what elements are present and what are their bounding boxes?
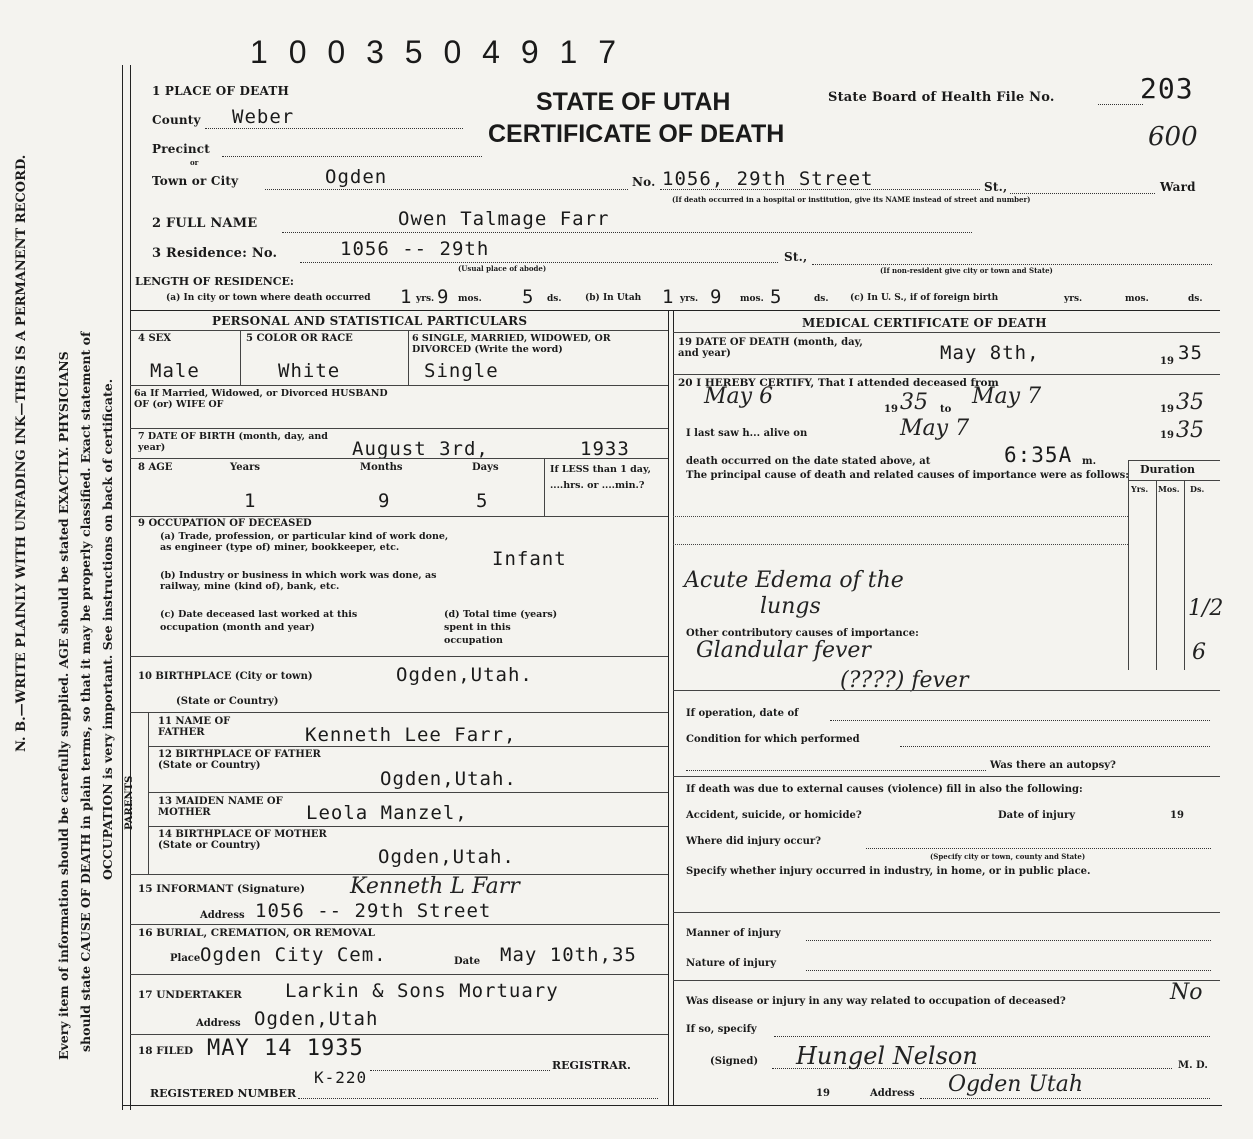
attend-to-year: 35 <box>1176 390 1204 415</box>
mother-label: 13 MAIDEN NAME OF MOTHER <box>158 796 283 818</box>
manner-label: Manner of injury <box>686 928 781 939</box>
registered-number-label: REGISTERED NUMBER <box>150 1087 297 1100</box>
occupation-c: (c) Date deceased last worked at this occupation (month and year) <box>160 609 358 633</box>
margin-instructions-2: should state CAUSE OF DEATH in plain terms, so that it may be properly classified. Exact statement of <box>78 331 93 1052</box>
burial-label: 16 BURIAL, CREMATION, OR REMOVAL <box>138 927 375 939</box>
mother-value: Leola Manzel, <box>306 802 468 824</box>
principal-cause-label: The principal cause of death and related causes of importance were as follows: <box>686 470 1129 481</box>
age-years: 1 <box>244 490 257 512</box>
spouse-label: 6a If Married, Widowed, or Divorced HUSBAND OF (or) WIFE OF <box>134 388 388 410</box>
precinct-label: Precinct <box>152 142 211 156</box>
mother-bp-value: Ogden,Utah. <box>378 846 515 868</box>
age-days: 5 <box>476 490 489 512</box>
undertaker-address: Ogden,Utah <box>254 1008 379 1030</box>
birthplace-label: 10 BIRTHPLACE (City or town) <box>138 671 313 682</box>
father-bp-value: Ogden,Utah. <box>380 768 517 790</box>
if-so-label: If so, specify <box>686 1024 757 1035</box>
residence-value: 1056 -- 29th <box>340 238 490 260</box>
file-number-label: State Board of Health File No. <box>828 90 1055 105</box>
death-date-day: May 8th, <box>940 342 1040 364</box>
length-a-yrs: 1 <box>400 286 413 308</box>
where-note: (Specify city or town, county and State) <box>930 852 1086 861</box>
accident-label: Accident, suicide, or homicide? <box>686 810 862 821</box>
death-date-label: 19 DATE OF DEATH (month, day, and year) <box>678 337 863 359</box>
or-label: or <box>190 158 199 167</box>
full-name-label: 2 FULL NAME <box>152 216 258 231</box>
condition-label: Condition for which performed <box>686 734 860 745</box>
full-name-value: Owen Talmage Farr <box>398 208 610 230</box>
occupation-a: (a) Trade, profession, or particular kind of work done, as engineer (type of) miner, bookkeeper, etc. <box>160 531 449 553</box>
attend-to: May 7 <box>972 384 1042 409</box>
age-label: 8 AGE <box>138 462 173 473</box>
medical-heading: MEDICAL CERTIFICATE OF DEATH <box>802 316 1047 330</box>
birthplace-value: Ogden,Utah. <box>396 664 533 686</box>
age-months: 9 <box>378 490 391 512</box>
occupation-b: (b) Industry or business in which work was done, as railway, mine (kind of), bank, etc. <box>160 570 437 592</box>
length-a-label: (a) In city or town where death occurred <box>166 293 371 303</box>
informant-address: 1056 -- 29th Street <box>255 900 492 922</box>
operation-label: If operation, date of <box>686 708 799 719</box>
death-time-label: death occurred on the date stated above, at <box>686 456 931 467</box>
serial-number: 1 0 0 3 5 0 4 9 1 7 <box>250 34 622 70</box>
attend-from-year: 35 <box>900 390 928 415</box>
length-b-label: (b) In Utah <box>585 293 642 303</box>
occupation-value: Infant <box>492 548 567 570</box>
attend-from: May 6 <box>704 384 774 409</box>
length-a-mos: 9 <box>437 286 450 308</box>
filed-label: 18 FILED <box>138 1045 194 1057</box>
town-value: Ogden <box>325 166 388 188</box>
other-causes-label: Other contributory causes of importance: <box>686 628 919 639</box>
informant-label: 15 INFORMANT (Signature) <box>138 883 305 895</box>
residence-st-label: St., <box>784 250 808 264</box>
occupation-d: (d) Total time (years) spent in this occupation <box>444 609 558 646</box>
file-number: 203 <box>1140 72 1194 105</box>
length-b-yrs: 1 <box>662 286 675 308</box>
occupation-label: 9 OCCUPATION OF DECEASED <box>138 518 312 529</box>
where-injury-label: Where did injury occur? <box>686 836 822 847</box>
place-of-death-label: 1 PLACE OF DEATH <box>152 84 289 98</box>
st-label: St., <box>984 180 1008 194</box>
length-b-ds: 5 <box>770 286 783 308</box>
physician-signature: Hungel Nelson <box>796 1042 978 1070</box>
town-label: Town or City <box>152 174 239 188</box>
specify-label: Specify whether injury occurred in industry, in home, or in public place. <box>686 866 1091 877</box>
length-b-mos: 9 <box>710 286 723 308</box>
personal-heading: PERSONAL AND STATISTICAL PARTICULARS <box>212 314 528 328</box>
sex-label: 4 SEX <box>138 333 172 344</box>
dob-label: 7 DATE OF BIRTH (month, day, and year) <box>138 431 328 453</box>
street-value: 1056, 29th Street <box>662 168 874 190</box>
residence-label: 3 Residence: No. <box>152 246 278 261</box>
last-saw-date: May 7 <box>900 416 970 441</box>
certificate-title: CERTIFICATE OF DEATH <box>488 120 785 148</box>
dob-year: 1933 <box>580 438 630 460</box>
external-causes-label: If death was due to external causes (violence) fill in also the following: <box>686 784 1083 795</box>
length-c-label: (c) In U. S., if of foreign birth <box>850 293 999 303</box>
county-value: Weber <box>232 106 295 128</box>
other-cause-2: (????) fever <box>840 668 969 693</box>
related-label: Was disease or injury in any way related to occupation of deceased? <box>686 996 1066 1007</box>
sex-value: Male <box>150 360 200 382</box>
mother-bp-label: 14 BIRTHPLACE OF MOTHER (State or Country) <box>158 829 327 851</box>
color-value: White <box>278 360 341 382</box>
length-a-ds: 5 <box>522 286 535 308</box>
ward-label: Ward <box>1160 180 1196 194</box>
cause-line-2: lungs <box>760 594 821 619</box>
registered-number: K-220 <box>314 1068 368 1087</box>
related-answer: No <box>1170 980 1203 1005</box>
margin-binding-note: N. B.—WRITE PLAINLY WITH UNFADING INK—THIS IS A PERMANENT RECORD. <box>14 154 29 752</box>
margin-instructions-1: Every item of information should be carefully supplied. AGE should be stated EXACTLY. PHYSICIANS <box>56 351 71 1060</box>
state-title: STATE OF UTAH <box>536 88 731 116</box>
hospital-note: (If death occurred in a hospital or institution, give its NAME instead of street and number) <box>672 195 1031 204</box>
nature-label: Nature of injury <box>686 958 777 969</box>
undertaker-value: Larkin & Sons Mortuary <box>285 980 559 1002</box>
informant-signature: Kenneth L Farr <box>350 874 520 899</box>
file-number-extra: 600 <box>1148 122 1198 152</box>
date-injury-label: Date of injury <box>998 810 1076 821</box>
county-label: County <box>152 113 201 127</box>
burial-date: May 10th,35 <box>500 944 637 966</box>
father-value: Kenneth Lee Farr, <box>305 724 517 746</box>
marital-value: Single <box>424 360 499 382</box>
usual-abode-note: (Usual place of abode) <box>458 264 547 273</box>
less-than-label: If LESS than 1 day, ....hrs. or ....min.? <box>550 464 651 491</box>
cause-line-1: Acute Edema of the <box>684 568 904 593</box>
last-saw-year: 35 <box>1176 418 1204 443</box>
marital-label: 6 SINGLE, MARRIED, WIDOWED, OR DIVORCED (Write the word) <box>412 333 611 355</box>
physician-address: Ogden Utah <box>948 1072 1084 1097</box>
nonresident-note: (If non-resident give city or town and State) <box>880 266 1053 275</box>
street-no-label: No. <box>632 175 656 189</box>
burial-place: Ogden City Cem. <box>200 944 387 966</box>
other-cause-duration: 6 <box>1192 640 1206 665</box>
color-label: 5 COLOR OR RACE <box>246 333 353 344</box>
undertaker-label: 17 UNDERTAKER <box>138 989 242 1001</box>
father-label: 11 NAME OF FATHER <box>158 716 231 738</box>
death-time: 6:35A <box>1004 443 1073 467</box>
death-date-year: 35 <box>1178 342 1203 364</box>
parents-label: PARENTS <box>124 775 135 830</box>
duration-label: Duration <box>1140 463 1196 476</box>
father-bp-label: 12 BIRTHPLACE OF FATHER (State or Country) <box>158 749 321 771</box>
filed-value: MAY 14 1935 <box>207 1036 364 1061</box>
certify-label: 20 I HEREBY CERTIFY, That I attended deceased from <box>678 377 999 389</box>
registrar-label: REGISTRAR. <box>552 1059 631 1072</box>
last-saw-label: I last saw h... alive on <box>686 428 808 439</box>
length-label: LENGTH OF RESIDENCE: <box>135 275 294 288</box>
margin-instructions-3: OCCUPATION is very important. See instructions on back of certificate. <box>100 378 115 880</box>
cause-duration: 1/2 <box>1188 596 1224 621</box>
dob-day: August 3rd, <box>352 438 489 460</box>
autopsy-label: Was there an autopsy? <box>990 760 1116 771</box>
other-cause-1: Glandular fever <box>696 638 871 663</box>
signed-label: (Signed) <box>710 1056 759 1067</box>
